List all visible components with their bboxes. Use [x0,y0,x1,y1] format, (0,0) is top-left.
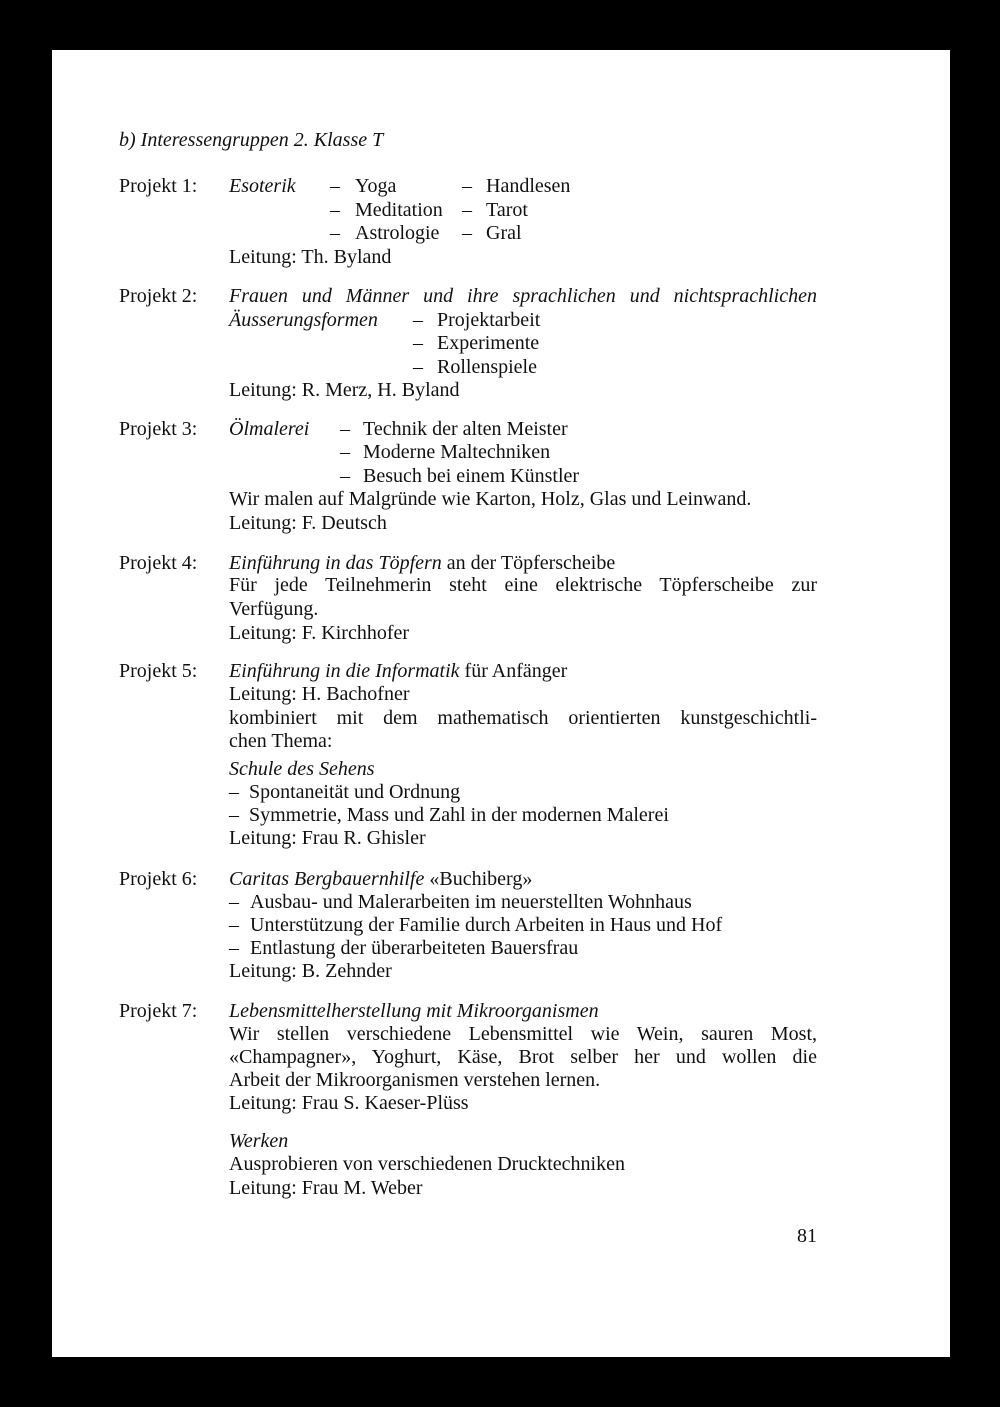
dash: – [413,332,423,354]
project-3-label: Projekt 3: [119,418,198,440]
description: Verfügung. [229,598,319,620]
list-item: Technik der alten Meister [363,418,568,440]
description: «Champagner», Yoghurt, Käse, Brot selber her und wollen die [229,1046,817,1068]
description: Arbeit der Mikroorganismen verstehen lernen. [229,1069,601,1091]
werken-title: Werken [229,1130,289,1152]
dash: – [340,465,350,487]
leader: Leitung: F. Kirchhofer [229,622,410,644]
leader: Leitung: Frau S. Kaeser-Plüss [229,1092,469,1114]
list-item: Tarot [486,199,528,221]
dash: – [462,175,472,197]
list-item: Unterstützung der Familie durch Arbeiten in Haus und Hof [250,914,723,936]
project-3-title: Ölmalerei [229,418,310,440]
dash: – [229,781,239,803]
project-4-title-rest: an der Töpferscheibe [441,552,616,574]
list-item: Meditation [355,199,443,221]
leader: Leitung: Th. Byland [229,246,392,268]
dash: – [462,222,472,244]
dash: – [229,914,239,936]
dash: – [462,199,472,221]
leader: Leitung: R. Merz, H. Byland [229,379,460,401]
project-5-title-line [229,659,567,683]
list-item: Handlesen [486,175,571,197]
dash: – [413,356,423,378]
dash: – [229,891,239,913]
leader: Leitung: H. Bachofner [229,683,410,705]
dash: – [413,309,423,331]
section-heading: b) Interessengruppen 2. Klasse T [119,129,384,151]
description: Wir stellen verschiedene Lebensmittel wie Wein, sauren Most, [229,1023,817,1045]
dash: – [229,937,239,959]
list-item: Gral [486,222,522,244]
project-2-title-cont: Äusserungsformen [229,309,378,331]
project-1-title: Esoterik [229,175,296,197]
dash: – [330,175,340,197]
description: Ausprobieren von verschiedenen Drucktechniken [229,1153,625,1175]
list-item: Spontaneität und Ordnung [249,781,461,803]
description: chen Thema: [229,730,333,752]
project-4-label: Projekt 4: [119,552,198,574]
project-2-label: Projekt 2: [119,285,198,307]
dash: – [340,418,350,440]
project-4-title-line [229,551,615,575]
project-6-title-line [229,867,532,891]
project-6-title: Caritas Bergbauernhilfe [229,868,425,890]
dash: – [340,441,350,463]
subtitle: Schule des Sehens [229,758,375,780]
dash: – [229,804,239,826]
list-item: Besuch bei einem Künstler [363,465,580,487]
leader: Leitung: Frau R. Ghisler [229,827,426,849]
project-2-title: Frauen und Männer und ihre sprachlichen und nichtsprachlichen [229,285,817,307]
list-item: Astrologie [355,222,440,244]
project-5-title: Einführung in die Informatik [229,660,460,682]
description: kombiniert mit dem mathematisch orientierten kunstgeschichtli- [229,707,817,729]
list-item: Projektarbeit [437,309,541,331]
project-7-title: Lebensmittelherstellung mit Mikroorganismen [229,1000,599,1022]
project-7-label: Projekt 7: [119,1000,198,1022]
project-6-title-rest: «Buchiberg» [424,868,533,890]
dash: – [330,199,340,221]
project-6-label: Projekt 6: [119,868,198,890]
project-1-label: Projekt 1: [119,175,198,197]
list-item: Ausbau- und Malerarbeiten im neuerstellten Wohnhaus [250,891,692,913]
project-4-title: Einführung in das Töpfern [229,552,442,574]
leader: Leitung: Frau M. Weber [229,1177,423,1199]
list-item: Experimente [437,332,540,354]
project-5-title-rest: für Anfänger [459,660,568,682]
leader: Leitung: F. Deutsch [229,512,387,534]
page-number: 81 [797,1225,817,1247]
description: Wir malen auf Malgründe wie Karton, Holz, Glas und Leinwand. [229,488,752,510]
dash: – [330,222,340,244]
list-item: Entlastung der überarbeiteten Bauersfrau [250,937,579,959]
description: Für jede Teilnehmerin steht eine elektrische Töpferscheibe zur [229,574,817,596]
list-item: Moderne Maltechniken [363,441,551,463]
leader: Leitung: B. Zehnder [229,960,392,982]
list-item: Symmetrie, Mass und Zahl in der modernen Malerei [249,804,669,826]
list-item: Rollenspiele [437,356,537,378]
project-5-label: Projekt 5: [119,660,198,682]
list-item: Yoga [355,175,397,197]
